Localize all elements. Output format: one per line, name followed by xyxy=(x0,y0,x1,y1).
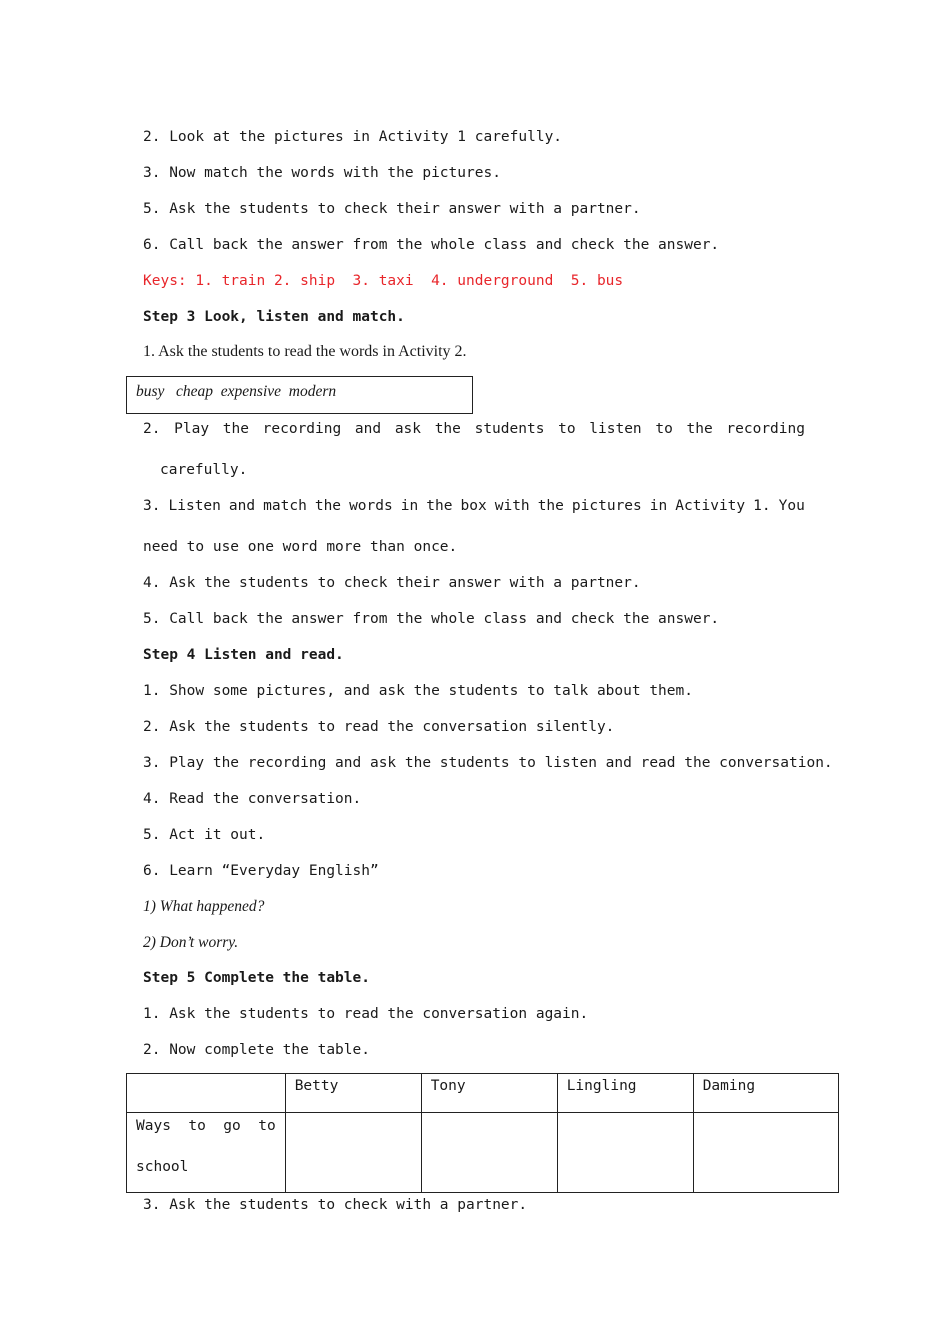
word: the xyxy=(426,498,453,514)
word: the xyxy=(686,421,713,437)
step3-item-1: 1. Ask the students to read the words in Activity 2. xyxy=(143,343,467,360)
step4-item-6: 6. Learn “Everyday English” xyxy=(143,863,379,879)
table-cell-lingling[interactable] xyxy=(557,1113,693,1193)
step3-item-4: 4. Ask the students to check their answer with a partner. xyxy=(143,575,641,591)
everyday-english-phrase-1: 1) What happened? xyxy=(143,898,265,915)
word: with xyxy=(494,498,530,514)
word: to xyxy=(558,421,576,437)
step4-item-1: 1. Show some pictures, and ask the students to talk about them. xyxy=(143,683,693,699)
step5-item-2: 2. Now complete the table. xyxy=(143,1042,370,1058)
word: listen xyxy=(589,421,642,437)
word: and xyxy=(354,421,382,437)
word: You xyxy=(778,498,805,514)
table-header-cell: Betty xyxy=(285,1074,421,1113)
row-label-line-2: school xyxy=(136,1159,189,1175)
table-cell-daming[interactable] xyxy=(693,1113,838,1193)
step4-item-4: 4. Read the conversation. xyxy=(143,791,362,807)
row-label-line-1: Ways to go to xyxy=(136,1118,276,1134)
word: the xyxy=(434,421,461,437)
step3-item-5: 5. Call back the answer from the whole class and check the answer. xyxy=(143,611,720,627)
word: in xyxy=(649,498,668,514)
word: 2. xyxy=(143,421,161,437)
step5-item-3: 3. Ask the students to check with a partner. xyxy=(143,1197,528,1213)
table-row-label xyxy=(127,1113,286,1193)
word: Activity xyxy=(675,498,746,514)
table-row xyxy=(127,1113,839,1193)
ways-to-school-table xyxy=(126,1073,839,1193)
word: box xyxy=(460,498,487,514)
word: 3. xyxy=(143,498,161,514)
word: and xyxy=(228,498,256,514)
word: match xyxy=(263,498,307,514)
step2-item-5: 5. Ask the students to check their answer with a partner. xyxy=(143,201,641,217)
step5-item-1: 1. Ask the students to read the conversation again. xyxy=(143,1006,589,1022)
step4-item-3: 3. Play the recording and ask the students to listen and read the conversation. xyxy=(143,755,833,771)
step3-item-2 xyxy=(143,420,805,438)
word: the xyxy=(537,498,564,514)
word: recording xyxy=(262,421,342,437)
word: Play xyxy=(174,421,210,437)
step3-heading: Step 3 Look, listen and match. xyxy=(143,309,405,325)
word: pictures xyxy=(571,498,642,514)
step4-item-5: 5. Act it out. xyxy=(143,827,266,843)
table-cell-tony[interactable] xyxy=(421,1113,557,1193)
table-cell-betty[interactable] xyxy=(285,1113,421,1193)
word: the xyxy=(314,498,342,514)
step2-answer-keys: Keys: 1. train 2. ship 3. taxi 4. underground 5. bus xyxy=(143,273,624,289)
step5-heading: Step 5 Complete the table. xyxy=(143,970,370,986)
word: words xyxy=(349,498,393,514)
table-header-cell: Lingling xyxy=(557,1074,693,1113)
step3-item-3-continuation: need to use one word more than once. xyxy=(143,539,458,555)
table-header-cell: Daming xyxy=(693,1074,838,1113)
step2-item-6: 6. Call back the answer from the whole class and check the answer. xyxy=(143,237,720,253)
step4-item-2: 2. Ask the students to read the conversation silently. xyxy=(143,719,615,735)
word: Listen xyxy=(168,498,221,514)
step2-item-3: 3. Now match the words with the pictures. xyxy=(143,165,501,181)
word: to xyxy=(655,421,673,437)
word: students xyxy=(474,421,545,437)
word: in xyxy=(400,498,419,514)
table-header-cell: Tony xyxy=(421,1074,557,1113)
word: the xyxy=(222,421,249,437)
word: recording xyxy=(726,421,805,437)
word-box-words: busy cheap expensive modern xyxy=(136,383,337,400)
word-box xyxy=(126,376,473,414)
everyday-english-phrase-2: 2) Don’t worry. xyxy=(143,934,239,951)
word: 1. xyxy=(753,498,771,514)
step4-heading: Step 4 Listen and read. xyxy=(143,647,344,663)
step3-item-3 xyxy=(143,497,805,515)
step2-item-2: 2. Look at the pictures in Activity 1 carefully. xyxy=(143,129,563,145)
word: ask xyxy=(394,421,422,437)
step3-item-2-continuation: carefully. xyxy=(160,462,248,478)
